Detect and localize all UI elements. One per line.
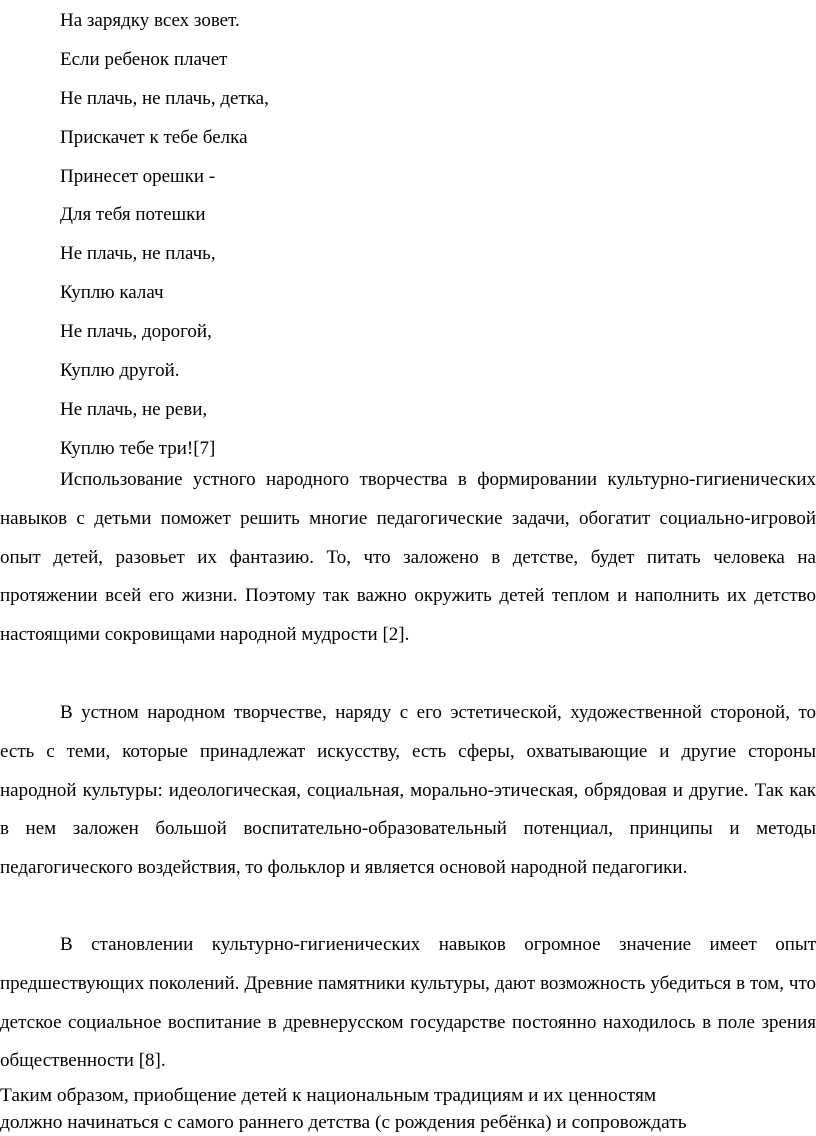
conclusion-line: Таким образом, приобщение детей к национальным традициям и их ценностям bbox=[0, 1085, 657, 1106]
poem-line: Не плачь, не плачь, детка, bbox=[60, 87, 269, 109]
poem-line: Куплю калач bbox=[60, 282, 164, 304]
poem-line: Если ребенок плачет bbox=[60, 48, 228, 70]
poem-line: Прискачет к тебе белка bbox=[60, 126, 248, 148]
paragraph-folk-art-spheres: В устном народном творчестве, наряду с его эстетической, художественной стороной, то есть с теми, которые принадлежат искусству, есть сферы, охватывающие и другие стороны народной культуры: идеологическая, социальная, морально-этическая, обрядовая и другие. Так как в нем заложен большой воспитательно-образовательный потенциал, принципы и методы педагогического воздействия, то фольклор и является основой народной педагогики. bbox=[0, 702, 816, 879]
poem-line: Не плачь, не плачь, bbox=[60, 243, 216, 265]
conclusion-line: должно начинаться с самого раннего детства (с рождения ребёнка) и сопровождать bbox=[0, 1112, 687, 1133]
poem-line: Не плачь, дорогой, bbox=[60, 321, 212, 343]
poem-line: Куплю тебе три![7] bbox=[60, 437, 216, 459]
poem-stanza bbox=[60, 2, 269, 469]
poem-line: На зарядку всех зовет. bbox=[60, 10, 240, 31]
poem-line: Куплю другой. bbox=[60, 360, 180, 382]
paragraph-oral-folk-art-usage: Использование устного народного творчества в формировании культурно-гигиенических навыков с детьми поможет решить многие педагогические задачи, обогатит социально-игровой опыт детей, разовьет их фантазию. То, что заложено в детстве, будет питать человека на протяжении всей его жизни. Поэтому так важно окружить детей теплом и наполнить их детство настоящими сокровищами народной мудрости [2]. bbox=[0, 469, 816, 646]
paragraph-conclusion bbox=[0, 1082, 816, 1136]
poem-line: Для тебя потешки bbox=[60, 204, 206, 226]
paragraph-previous-generations: В становлении культурно-гигиенических навыков огромное значение имеет опыт предшествующих поколений. Древние памятники культуры, дают возможность убедиться в том, что детское социальное воспитание в древнерусском государстве постоянно находилось в поле зрения общественности [8]. bbox=[0, 934, 816, 1072]
poem-line: Не плачь, не реви, bbox=[60, 398, 208, 420]
poem-line: Принесет орешки - bbox=[60, 165, 216, 187]
